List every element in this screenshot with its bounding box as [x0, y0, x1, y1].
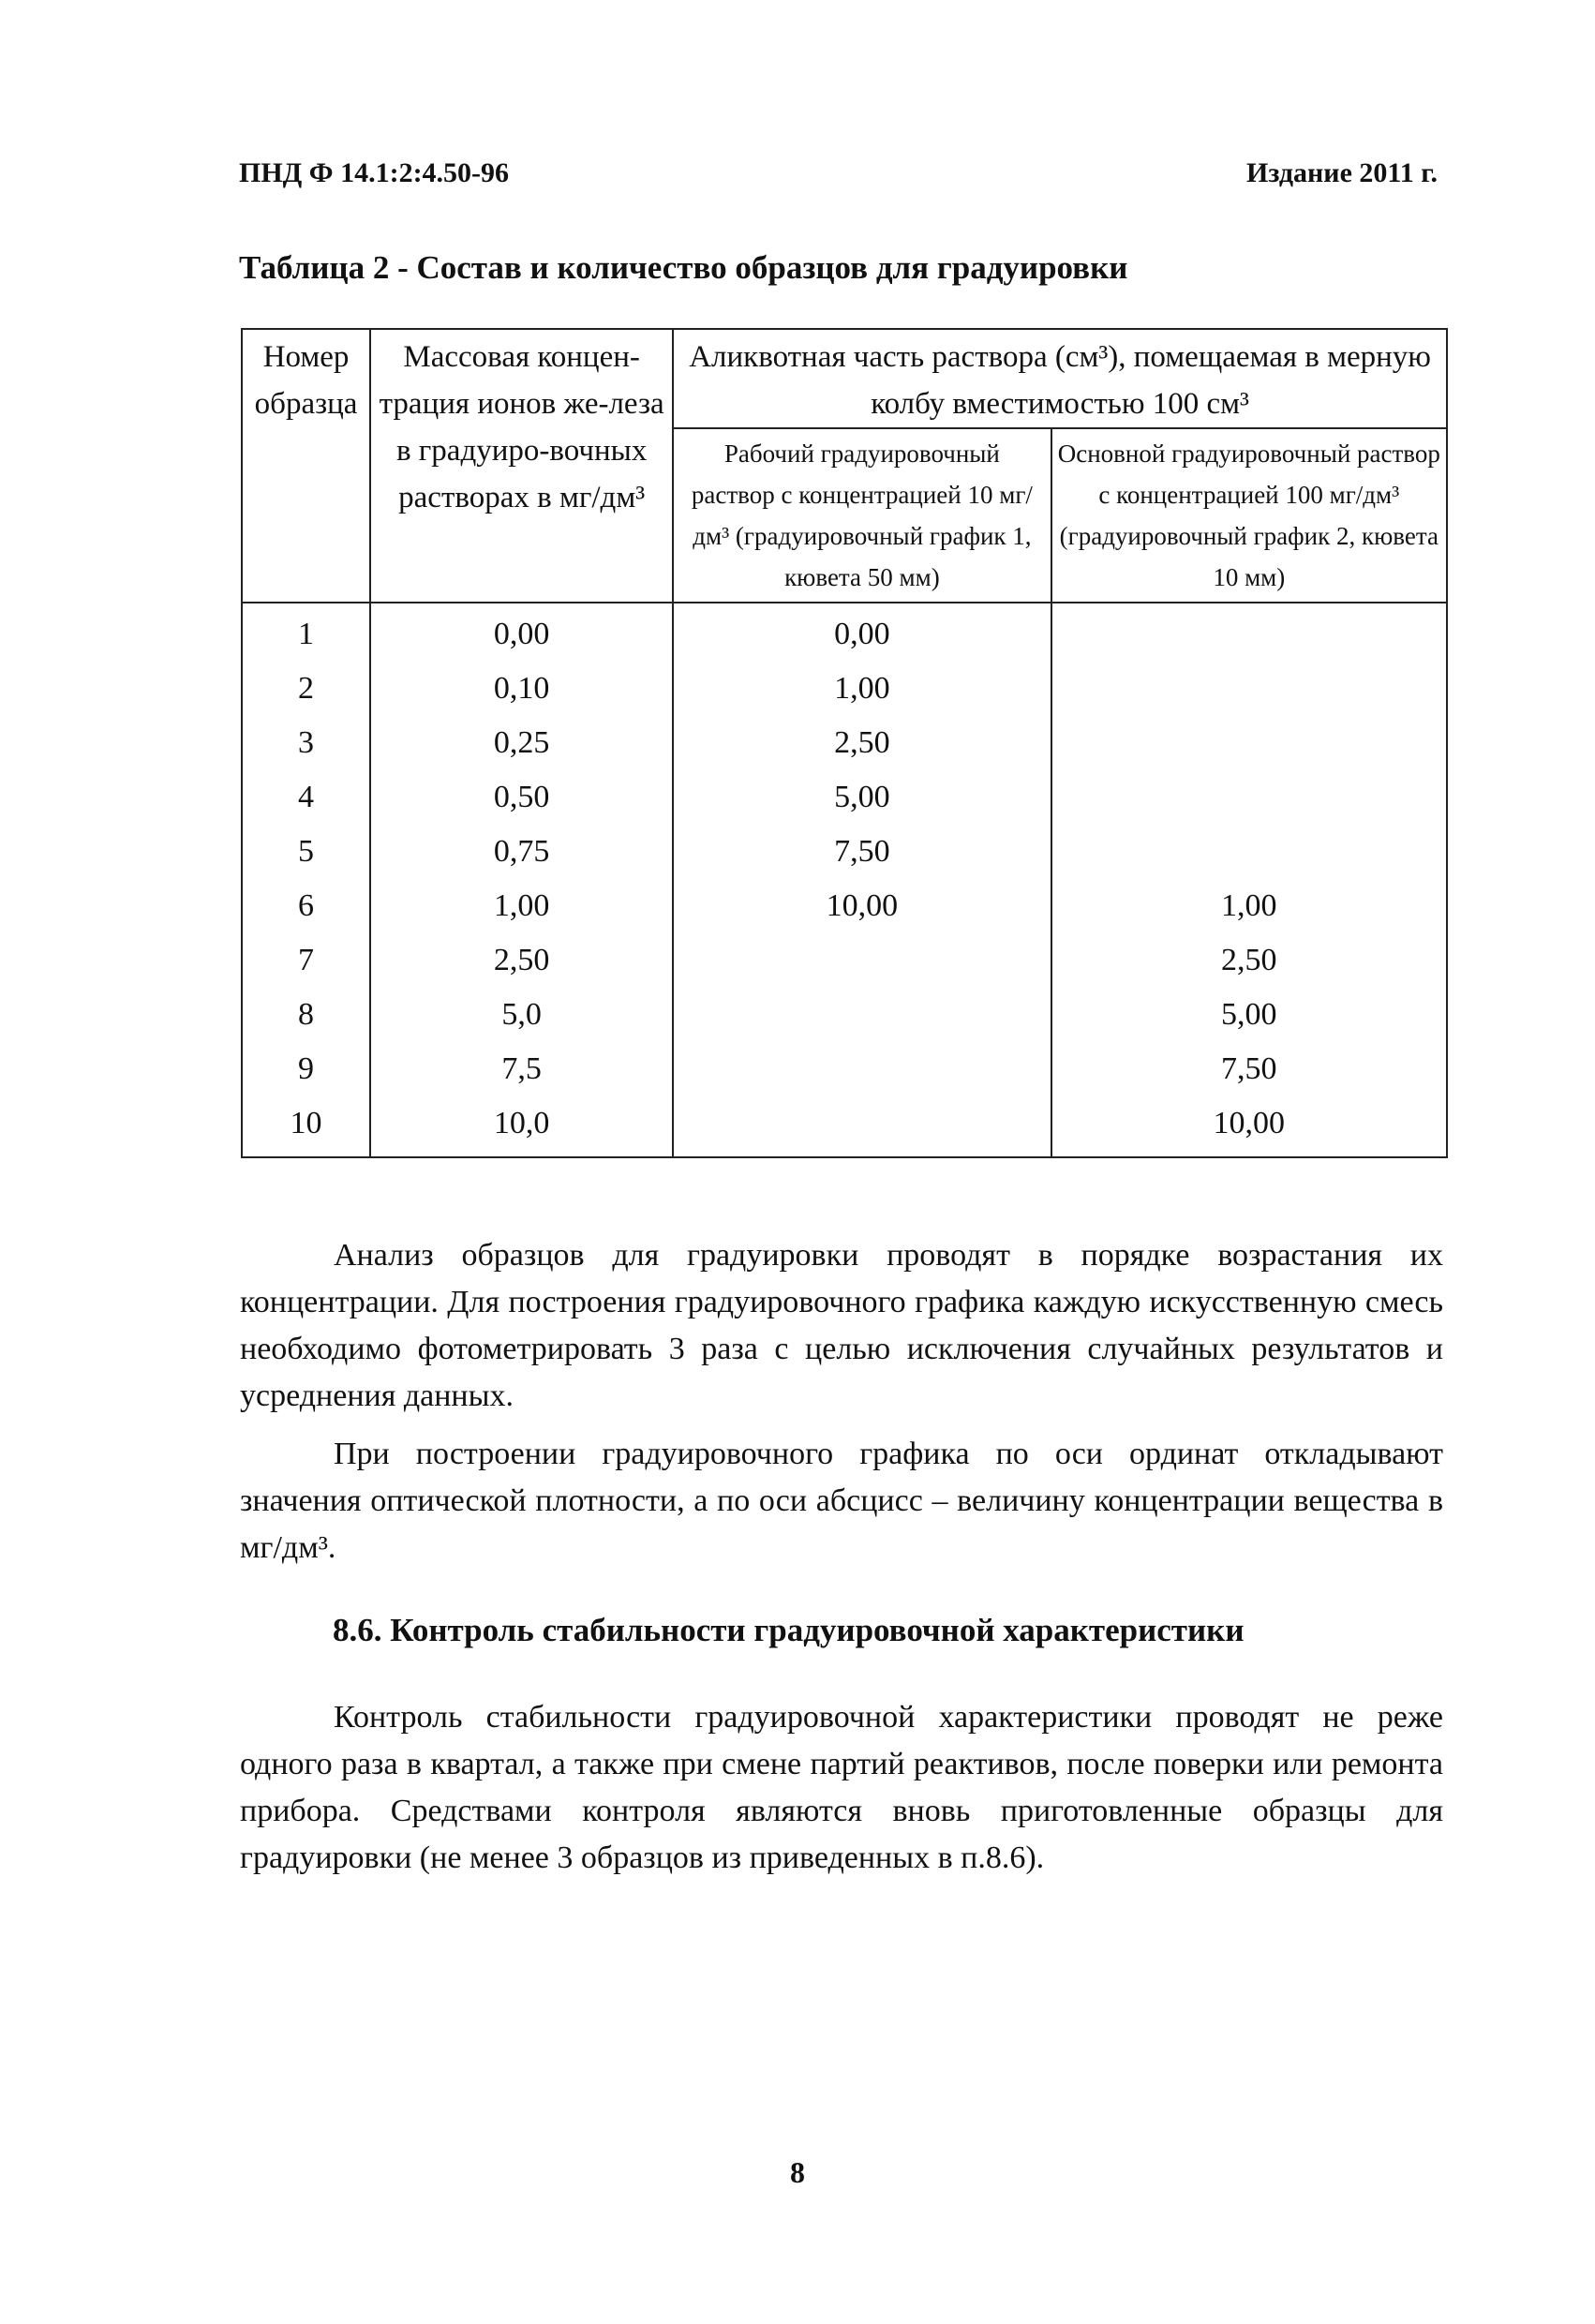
cell-mass-concentration: 0,00 — [370, 603, 673, 662]
cell-mass-concentration: 0,75 — [370, 825, 673, 879]
body-text-block — [240, 1232, 1443, 1572]
cell-sample-number: 8 — [242, 988, 370, 1042]
body-text-block-2 — [240, 1694, 1443, 1882]
table-row — [242, 825, 1447, 879]
cell-stock-aliquot: 2,50 — [1051, 933, 1447, 988]
cell-working-aliquot: 2,50 — [673, 716, 1051, 770]
cell-working-aliquot — [673, 988, 1051, 1042]
cell-sample-number: 1 — [242, 603, 370, 662]
cell-sample-number: 7 — [242, 933, 370, 988]
cell-stock-aliquot — [1051, 825, 1447, 879]
table-row — [242, 933, 1447, 988]
cell-working-aliquot: 10,00 — [673, 879, 1051, 933]
header-aliquot: Аликвотная часть раствора (см³), помещаемая в мерную колбу вместимостью 100 см³ — [673, 329, 1447, 428]
paragraph-stability-control: Контроль стабильности градуировочной характеристики проводят не реже одного раза в квартал, а также при смене партий реактивов, после поверки или ремонта прибора. Средствами контроля являются вновь приготовленные образцы для градуировки (не менее 3 образцов из приведенных в п.8.6). — [240, 1700, 1443, 1875]
cell-working-aliquot — [673, 1096, 1051, 1157]
cell-working-aliquot: 7,50 — [673, 825, 1051, 879]
edition-label: Издание 2011 г. — [1246, 157, 1438, 188]
table-row — [242, 1042, 1447, 1096]
cell-working-aliquot — [673, 933, 1051, 988]
cell-sample-number: 10 — [242, 1096, 370, 1157]
section-heading: 8.6. Контроль стабильности градуировочной характеристики — [333, 1612, 1245, 1648]
table-row — [242, 1096, 1447, 1157]
cell-sample-number: 3 — [242, 716, 370, 770]
table-header-row — [242, 329, 1447, 428]
cell-working-aliquot: 0,00 — [673, 603, 1051, 662]
cell-working-aliquot: 1,00 — [673, 662, 1051, 716]
cell-mass-concentration: 2,50 — [370, 933, 673, 988]
header-sample-number: Номер образца — [242, 329, 370, 603]
paragraph-graph-axes: При построении градуировочного графика по оси ординат откладывают значения оптической плотности, а по оси абсцисс – величину концентрации вещества в мг/дм³. — [240, 1437, 1443, 1565]
cell-working-aliquot: 5,00 — [673, 770, 1051, 825]
cell-stock-aliquot: 1,00 — [1051, 879, 1447, 933]
header-working-solution: Рабочий градуировочный раствор с концентрацией 10 мг/дм³ (градуировочный график 1, кювета 50 мм) — [673, 428, 1051, 603]
cell-mass-concentration: 10,0 — [370, 1096, 673, 1157]
cell-mass-concentration: 0,10 — [370, 662, 673, 716]
table-row — [242, 879, 1447, 933]
cell-sample-number: 2 — [242, 662, 370, 716]
table-row — [242, 603, 1447, 662]
cell-sample-number: 9 — [242, 1042, 370, 1096]
cell-stock-aliquot: 5,00 — [1051, 988, 1447, 1042]
cell-mass-concentration: 5,0 — [370, 988, 673, 1042]
calibration-table — [241, 328, 1448, 1158]
document-code: ПНД Ф 14.1:2:4.50-96 — [239, 157, 510, 188]
cell-stock-aliquot — [1051, 662, 1447, 716]
cell-sample-number: 4 — [242, 770, 370, 825]
cell-mass-concentration: 1,00 — [370, 879, 673, 933]
table-row — [242, 662, 1447, 716]
cell-mass-concentration: 0,50 — [370, 770, 673, 825]
cell-stock-aliquot — [1051, 603, 1447, 662]
table-row — [242, 716, 1447, 770]
page-number: 8 — [790, 2155, 805, 2189]
cell-stock-aliquot: 10,00 — [1051, 1096, 1447, 1157]
cell-mass-concentration: 0,25 — [370, 716, 673, 770]
table-row — [242, 770, 1447, 825]
cell-mass-concentration: 7,5 — [370, 1042, 673, 1096]
cell-sample-number: 6 — [242, 879, 370, 933]
cell-stock-aliquot — [1051, 770, 1447, 825]
cell-stock-aliquot: 7,50 — [1051, 1042, 1447, 1096]
header-mass-concentration: Массовая концен-трация ионов же-леза в градуиро-вочных растворах в мг/дм³ — [370, 329, 673, 603]
cell-sample-number: 5 — [242, 825, 370, 879]
table-caption: Таблица 2 - Состав и количество образцов для градуировки — [239, 249, 1128, 286]
table-row — [242, 988, 1447, 1042]
cell-working-aliquot — [673, 1042, 1051, 1096]
cell-stock-aliquot — [1051, 716, 1447, 770]
header-stock-solution: Основной градуировочный раствор с концентрацией 100 мг/дм³ (градуировочный график 2, кювета 10 мм) — [1051, 428, 1447, 603]
paragraph-analysis-order: Анализ образцов для градуировки проводят в порядке возрастания их концентрации. Для построения градуировочного графика каждую искусственную смесь необходимо фотометрировать 3 раза с целью исключения случайных результатов и усреднения данных. — [240, 1238, 1443, 1413]
